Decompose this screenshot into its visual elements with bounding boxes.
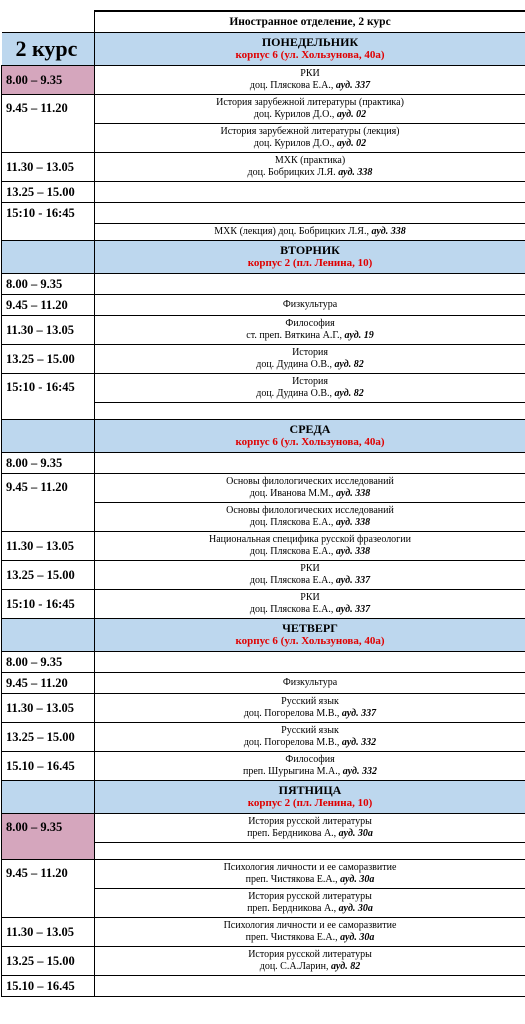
day-header-tuesday [95,241,525,274]
subject-name: РКИ [300,563,320,574]
time-slot: 15:10 - 16:45 [2,590,95,619]
time-slot: 9.45 – 11.20 [2,474,95,532]
subject-cell [95,561,525,590]
time-slot: 8.00 – 9.35 [2,274,95,295]
time-slot: 8.00 – 9.35 [2,652,95,673]
room: ауд. 82 [331,961,361,972]
room: ауд. 30а [338,903,373,914]
subject-cell-empty [95,652,525,673]
room: ауд. 30а [340,932,375,943]
schedule-table [1,10,525,997]
teacher: доц. Курилов Д.О., [253,109,335,120]
day-header-blank [2,619,95,652]
subject-cell [95,474,525,503]
subject-cell [95,153,525,182]
subject-name: История зарубежной литературы (практика) [216,97,404,108]
teacher: МХК (лекция) доц. Бобрицких Л.Я., [214,226,369,237]
time-slot: 15.10 – 16.45 [2,752,95,781]
subject-name: Русский язык [281,725,339,736]
teacher: доц. Погорелова М.В., [243,708,340,719]
subject-cell [95,66,525,95]
subject-cell-empty [95,843,525,860]
teacher: доц. Плясковa Е.А., [249,517,334,528]
subject-name: Психология личности и ее саморазвитие [223,920,397,931]
time-slot: 9.45 – 11.20 [2,95,95,153]
teacher: преп. Чистякова Е.А., [245,874,338,885]
subject-name: РКИ [300,68,320,79]
time-slot: 15:10 - 16:45 [2,203,95,241]
subject-cell [95,947,525,976]
room: ауд. 338 [336,488,371,499]
subject-name: Основы филологических исследований [226,505,394,516]
time-slot: 13.25 – 15.00 [2,182,95,203]
teacher: преп. Бердникова А., [247,903,337,914]
subject-cell [95,723,525,752]
subject-cell-empty [95,182,525,203]
day-header-monday [95,33,525,66]
time-slot: 15:10 - 16:45 [2,374,95,420]
time-slot: 15.10 – 16.45 [2,976,95,997]
room: ауд. 338 [338,167,373,178]
subject-name: Национальная специфика русской фразеологии [208,534,411,545]
teacher: доц. Дудина О.В., [256,388,332,399]
subject-cell [95,814,525,843]
day-location: корпус 2 (пл. Ленина, 10) [247,797,373,809]
day-name: ВТОРНИК [280,243,340,257]
room: ауд. 337 [335,575,371,586]
subject-name: Философия [285,318,335,329]
subject-cell-empty [95,403,525,420]
subject-cell [95,503,525,532]
subject-cell [95,316,525,345]
subject-cell [95,889,525,918]
teacher: доц. Плясковa Е.А., [249,604,334,615]
room: ауд. 338 [335,546,371,557]
day-name: ПЯТНИЦА [278,783,342,797]
teacher: доц. Плясковa Е.А., [249,80,334,91]
time-slot: 13.25 – 15.00 [2,561,95,590]
day-header-wednesday [95,420,525,453]
subject-cell [95,590,525,619]
time-slot: 8.00 – 9.35 [2,66,95,95]
subject-name: МХК (практика) [274,155,346,166]
subject-cell [95,860,525,889]
day-header-blank [2,420,95,453]
subject-cell-empty [95,274,525,295]
time-slot: 9.45 – 11.20 [2,860,95,918]
room: ауд. 337 [341,708,377,719]
teacher: преп. Бердникова А., [247,828,337,839]
subject-name: Русский язык [281,696,339,707]
subject-cell [95,694,525,723]
time-slot: 13.25 – 15.00 [2,345,95,374]
subject-name: Основы филологических исследований [226,476,394,487]
time-slot: 11.30 – 13.05 [2,316,95,345]
subject-cell-empty [95,976,525,997]
day-location: корпус 6 (ул. Хользунова, 40а) [235,635,385,647]
subject-cell [95,752,525,781]
time-slot: 9.45 – 11.20 [2,295,95,316]
day-header-blank [2,241,95,274]
room: ауд. 30а [340,874,375,885]
subject-name: История русской литературы [248,949,372,960]
day-location: корпус 6 (ул. Хользунова, 40а) [235,436,385,448]
subject-cell [95,532,525,561]
time-slot: 11.30 – 13.05 [2,532,95,561]
subject-cell [95,345,525,374]
department-title: Иностранное отделение, 2 курс [95,11,525,33]
time-slot: 13.25 – 15.00 [2,723,95,752]
subject-name: История [292,376,328,387]
teacher: доц. Плясковa Е.А., [249,575,334,586]
room: ауд. 82 [334,359,364,370]
teacher: доц. Погорелова М.В., [243,737,340,748]
subject-cell-empty [95,453,525,474]
room: ауд. 82 [334,388,364,399]
room: ауд. 30а [338,828,373,839]
subject-cell [95,295,525,316]
day-name: ПОНЕДЕЛЬНИК [261,35,359,49]
room: ауд. 19 [344,330,374,341]
subject-name: История [292,347,328,358]
subject-cell [95,224,525,241]
teacher: доц. Курилов Д.О., [253,138,335,149]
room: ауд. 338 [371,226,406,237]
teacher: ст. преп. Вяткина А.Г., [246,330,342,341]
time-slot: 8.00 – 9.35 [2,814,95,860]
subject-name: Психология личности и ее саморазвитие [223,862,397,873]
subject-cell [95,124,525,153]
time-slot: 11.30 – 13.05 [2,694,95,723]
day-location: корпус 2 (пл. Ленина, 10) [247,257,373,269]
day-location: корпус 6 (ул. Хользунова, 40а) [235,49,385,61]
room: ауд. 02 [336,109,367,120]
subject-name: История зарубежной литературы (лекция) [220,126,400,137]
time-slot: 8.00 – 9.35 [2,453,95,474]
teacher: доц. Плясковa Е.А., [249,546,334,557]
room: ауд. 337 [335,604,371,615]
time-slot: 13.25 – 15.00 [2,947,95,976]
day-header-blank [2,781,95,814]
subject-name: История русской литературы [248,816,372,827]
room: ауд. 332 [341,737,377,748]
day-name: ЧЕТВЕРГ [282,621,338,635]
teacher: доц. Дудина О.В., [256,359,332,370]
time-slot: 11.30 – 13.05 [2,153,95,182]
teacher: доц. С.А.Ларин, [259,961,329,972]
day-header-friday [95,781,525,814]
subject-name: Философия [285,754,335,765]
subject-cell [95,918,525,947]
room: ауд. 332 [342,766,378,777]
subject-cell [95,95,525,124]
header-blank [2,11,95,33]
subject-name: История русской литературы [248,891,372,902]
time-slot: 9.45 – 11.20 [2,673,95,694]
subject-cell [95,374,525,403]
subject-name: Физкультура [282,299,338,310]
course-label: 2 курс [2,33,95,66]
time-slot: 11.30 – 13.05 [2,918,95,947]
subject-cell [95,673,525,694]
subject-name: РКИ [300,592,320,603]
teacher: преп. Чистякова Е.А., [245,932,338,943]
subject-name: Физкультура [282,677,338,688]
room: ауд. 338 [335,517,371,528]
teacher: доц. Бобрицких Л.Я. [247,167,336,178]
day-name: СРЕДА [289,422,331,436]
teacher: преп. Шурыгина М.А., [242,766,341,777]
room: ауд. 337 [335,80,371,91]
room: ауд. 02 [336,138,367,149]
teacher: доц. Иванова М.М., [249,488,334,499]
subject-cell-empty [95,203,525,224]
day-header-thursday [95,619,525,652]
